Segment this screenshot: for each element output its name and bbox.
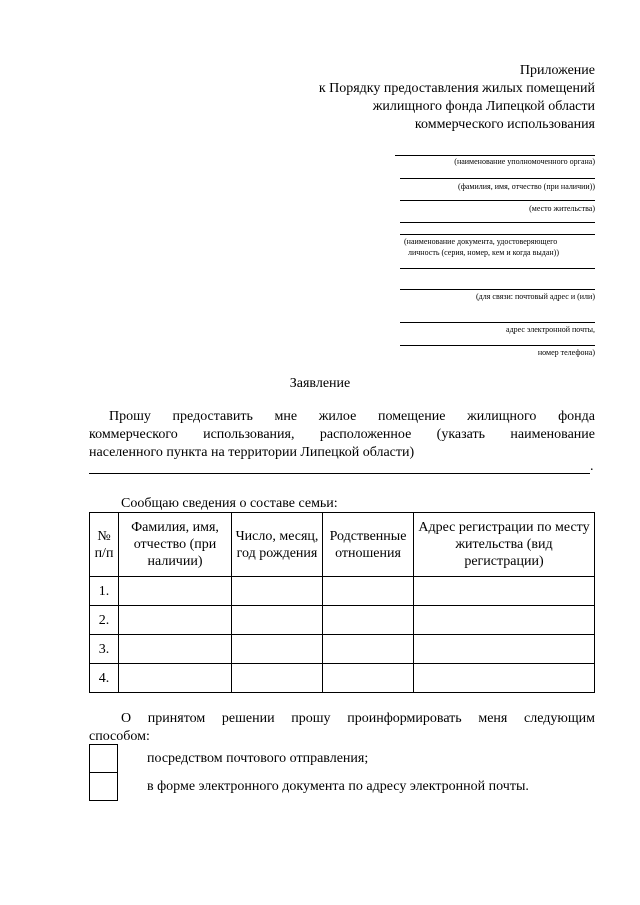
statement-line-2: коммерческого использования, расположенное (указать наименование: [89, 427, 595, 442]
full-name-cell[interactable]: [119, 635, 232, 664]
residence-field-line[interactable]: [400, 200, 595, 201]
birth-date-cell[interactable]: [232, 577, 323, 606]
statement-line-3: населенного пункта на территории Липецкой области): [89, 445, 415, 460]
header-registration-address: Адрес регистрации по месту жительства (вид регистрации): [414, 513, 595, 577]
family-table: [89, 512, 595, 693]
row-number: 1.: [90, 577, 119, 606]
header-number: № п/п: [90, 513, 119, 577]
statement-period: .: [590, 459, 594, 474]
contact-field-line[interactable]: [400, 289, 595, 290]
row-number: 2.: [90, 606, 119, 635]
notification-line-2: способом:: [89, 729, 150, 744]
table-row: [90, 664, 595, 693]
header-birth-date: Число, месяц, год рождения: [232, 513, 323, 577]
settlement-field-line[interactable]: [89, 473, 590, 474]
birth-date-cell[interactable]: [232, 635, 323, 664]
family-table-header: [90, 513, 595, 577]
address-cell[interactable]: [414, 577, 595, 606]
email-caption: адрес электронной почты,: [506, 325, 595, 334]
address-cell[interactable]: [414, 606, 595, 635]
phone-field-line[interactable]: [400, 345, 595, 346]
header-full-name: Фамилия, имя, отчество (при наличии): [119, 513, 232, 577]
relation-cell[interactable]: [323, 635, 414, 664]
notification-line-1: О принятом решении прошу проинформировать меня следующим: [121, 711, 595, 726]
relation-cell[interactable]: [323, 577, 414, 606]
mail-option-label: посредством почтового отправления;: [147, 751, 369, 766]
appendix-title: Приложение: [519, 63, 595, 78]
id-document-caption-2: личность (серия, номер, кем и когда выдан)): [408, 248, 559, 257]
family-intro: Сообщаю сведения о составе семьи:: [121, 496, 338, 511]
full-name-field-line[interactable]: [400, 178, 595, 179]
full-name-cell[interactable]: [119, 577, 232, 606]
full-name-cell[interactable]: [119, 664, 232, 693]
appendix-line-1: к Порядку предоставления жилых помещений: [318, 81, 595, 96]
id-document-caption-1: (наименование документа, удостоверяющего: [404, 237, 558, 246]
row-number: 3.: [90, 635, 119, 664]
id-document-field-line-2[interactable]: [400, 268, 595, 269]
appendix-line-2: жилищного фонда Липецкой области: [372, 99, 595, 114]
birth-date-cell[interactable]: [232, 606, 323, 635]
email-field-line[interactable]: [400, 322, 595, 323]
email-option-label: в форме электронного документа по адресу электронной почты.: [147, 779, 529, 794]
row-number: 4.: [90, 664, 119, 693]
email-option-checkbox[interactable]: [89, 772, 118, 801]
address-cell[interactable]: [414, 635, 595, 664]
appendix-line-3: коммерческого использования: [414, 117, 595, 132]
contact-caption: (для связи: почтовый адрес и (или): [476, 292, 595, 301]
table-row: [90, 635, 595, 664]
relation-cell[interactable]: [323, 664, 414, 693]
header-relation: Родственные отношения: [323, 513, 414, 577]
relation-cell[interactable]: [323, 606, 414, 635]
statement-heading: Заявление: [289, 376, 351, 391]
birth-date-cell[interactable]: [232, 664, 323, 693]
full-name-cell[interactable]: [119, 606, 232, 635]
statement-line-1: Прошу предоставить мне жилое помещение жилищного фонда: [109, 409, 595, 424]
phone-caption: номер телефона): [537, 348, 595, 357]
full-name-caption: (фамилия, имя, отчество (при наличии)): [458, 182, 595, 191]
authority-caption: (наименование уполномоченного органа): [454, 157, 595, 166]
id-document-field-line[interactable]: [400, 234, 595, 235]
authority-field-line[interactable]: [395, 155, 595, 156]
table-row: [90, 606, 595, 635]
table-row: [90, 577, 595, 606]
residence-caption: (место жительства): [529, 204, 595, 213]
mail-option-checkbox[interactable]: [89, 744, 118, 773]
residence-field-line-2[interactable]: [400, 222, 595, 223]
address-cell[interactable]: [414, 664, 595, 693]
